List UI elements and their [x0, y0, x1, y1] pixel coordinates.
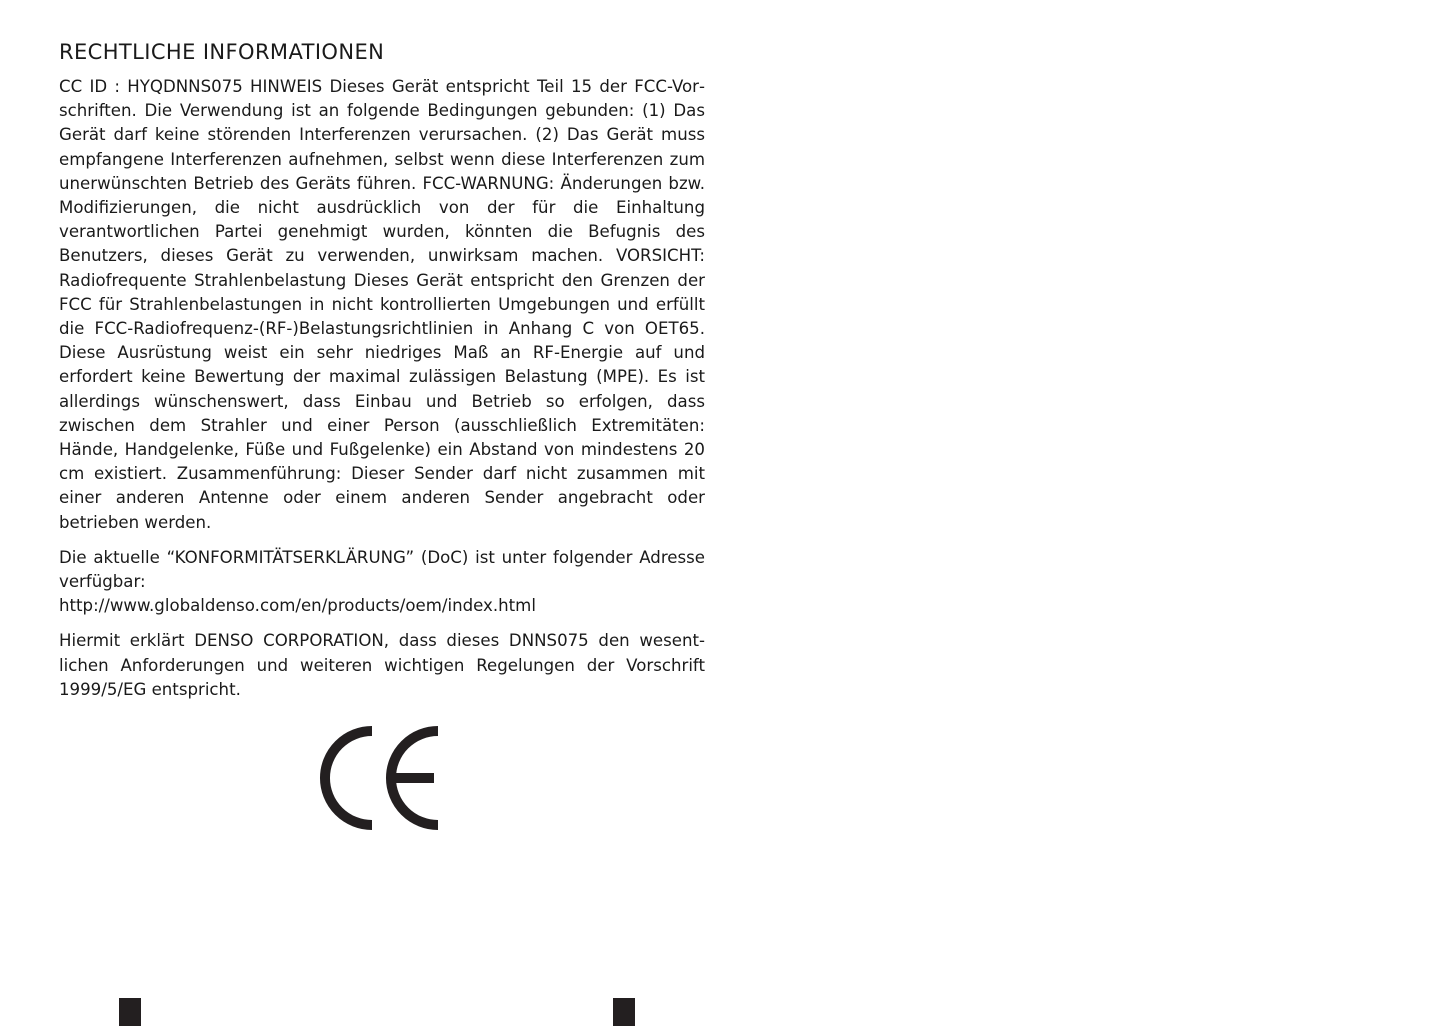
fcc-paragraph: CC ID : HYQDNNS075 HINWEIS Dieses Gerät entspricht Teil 15 der FCC-Vorschriften. Die Verwendung ist an folgende Bedingungen gebunden: (1) Das Gerät darf keine störenden Interferenzen verursachen. (2) Das Gerät muss empfangene Interferenzen aufnehmen, selbst wenn diese Interferenzen zum unerwünschten Betrieb des Geräts führen. FCC-WARNUNG: Änderungen bzw. Modifizierungen, die nicht ausdrücklich von der für die Einhaltung verantwortlichen Partei genehmigt wurden, könnten die Befugnis des Benutzers, dieses Gerät zu verwenden, unwirksam machen. VORSICHT: Radiofrequente Strahlenbelastung Dieses Gerät entspricht den Grenzen der FCC für Strahlenbelastungen in nicht kontrollierten Umgebungen und erfüllt die FCC-Radiofrequenz-(RF-)Belastungsrichtlinien in Anhang C von OET65. Diese Ausrüstung weist ein sehr niedriges Maß an RF-Energie auf und erfordert keine Bewertung der maximal zulässigen Belastung (MPE). Es ist allerdings wünschenswert, dass Einbau und Betrieb so erfolgen, dass zwischen dem Strahler und einer Person (ausschließlich Extremitäten: Hände, Handgelenke, Füße und Fußgelenke) ein Abstand von mindestens 20 cm existiert. Zusammenführung: Dieser Sender darf nicht zusammen mit einer anderen Antenne oder einem anderen Sender angebracht oder betrieben werden. [59, 77, 705, 532]
declaration-paragraph: Hiermit erklärt DENSO CORPORATION, dass dieses DNNS075 den wesentlichen Anforderungen und weiteren wichtigen Regelungen der Vorschrift 1999/5/EG entspricht. [59, 631, 705, 699]
doc-availability-paragraph [59, 546, 705, 619]
crop-mark-right [613, 998, 635, 1026]
ce-mark-icon [318, 726, 444, 830]
doc-url: http://www.globaldenso.com/en/products/oem/index.html [59, 596, 536, 616]
legal-information-section [59, 38, 705, 713]
ce-mark-c [325, 731, 372, 825]
crop-mark-left [119, 998, 141, 1026]
ce-mark-e-bar [390, 773, 434, 783]
doc-availability-text: Die aktuelle “KONFORMITÄTSERKLÄRUNG” (DoC) ist unter folgender Adresse verfügbar: [59, 547, 705, 592]
page-title: RECHTLICHE INFORMATIONEN [59, 40, 385, 64]
